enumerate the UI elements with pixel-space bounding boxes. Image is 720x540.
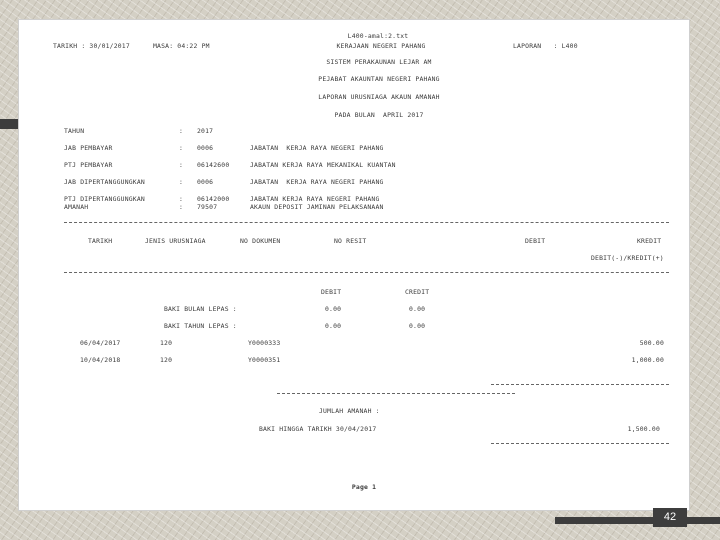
balance-label-tahun: BAKI TAHUN LEPAS : — [164, 322, 237, 330]
balance-credit-bulan: 0.00 — [409, 305, 426, 313]
info-code-amanah: 79507 — [197, 203, 218, 211]
balance-credit-header: CREDIT — [405, 288, 430, 296]
divider — [64, 222, 669, 223]
balance-debit-bulan: 0.00 — [325, 305, 342, 313]
info-colon: : — [179, 127, 184, 135]
info-colon: : — [179, 161, 184, 169]
col-dokumen: NO DOKUMEN — [240, 237, 281, 245]
col-tarikh: TARIKH — [88, 237, 113, 245]
info-code-jab-dipertanggungkan: 0006 — [197, 178, 214, 186]
info-label-jab-dipertanggungkan: JAB DIPERTANGGUNGKAN — [64, 178, 145, 186]
divider — [491, 443, 669, 444]
info-desc-amanah: AKAUN DEPOSIT JAMINAN PELAKSANAAN — [250, 203, 384, 211]
divider — [277, 393, 515, 394]
col-debit-kredit: DEBIT(-)/KREDIT(+) — [591, 254, 664, 262]
info-colon: : — [179, 203, 184, 211]
report-page — [19, 20, 689, 510]
info-desc-ptj-pembayar: JABATAN KERJA RAYA MEKANIKAL KUANTAN — [250, 161, 396, 169]
title-period: PADA BULAN APRIL 2017 — [334, 111, 424, 119]
balance-to-date-label: BAKI HINGGA TARIKH 30/04/2017 — [259, 425, 377, 433]
title-system: SISTEM PERAKAUNAN LEJAR AM — [326, 58, 432, 66]
txn-jenis: 120 — [160, 356, 173, 364]
info-colon: : — [179, 178, 184, 186]
txn-jenis: 120 — [160, 339, 173, 347]
col-jenis: JENIS URUSNIAGA — [145, 237, 206, 245]
info-colon: : — [179, 144, 184, 152]
header-report-code: LAPORAN : L400 — [513, 42, 578, 50]
txn-amount: 1,000.00 — [631, 356, 664, 364]
info-colon: : — [179, 195, 184, 203]
col-resit: NO RESIT — [334, 237, 367, 245]
balance-debit-header: DEBIT — [321, 288, 342, 296]
header-date: TARIKH : 30/01/2017 — [53, 42, 130, 50]
col-debit: DEBIT — [525, 237, 546, 245]
info-code-jab-pembayar: 0006 — [197, 144, 214, 152]
txn-amount: 500.00 — [639, 339, 664, 347]
header-time: MASA: 04:22 PM — [153, 42, 210, 50]
info-label-tahun: TAHUN — [64, 127, 85, 135]
slide-number: 42 — [653, 508, 687, 527]
txn-date: 10/04/2018 — [80, 356, 121, 364]
info-label-ptj-pembayar: PTJ PEMBAYAR — [64, 161, 113, 169]
header-filename: L400-amal:2.txt — [347, 32, 409, 40]
txn-doc: Y0000333 — [248, 339, 281, 347]
info-label-jab-pembayar: JAB PEMBAYAR — [64, 144, 113, 152]
balance-credit-tahun: 0.00 — [409, 322, 426, 330]
col-kredit: KREDIT — [637, 237, 662, 245]
txn-date: 06/04/2017 — [80, 339, 121, 347]
txn-doc: Y0000351 — [248, 356, 281, 364]
info-desc-jab-dipertanggungkan: JABATAN KERJA RAYA NEGERI PAHANG — [250, 178, 384, 186]
info-label-ptj-dipertanggungkan: PTJ DIPERTANGGUNGKAN — [64, 195, 145, 203]
divider — [491, 384, 669, 385]
page-footer: Page 1 — [351, 483, 377, 491]
balance-debit-tahun: 0.00 — [325, 322, 342, 330]
title-report: LAPORAN URUSNIAGA AKAUN AMANAH — [318, 93, 440, 101]
left-accent-bar — [0, 119, 18, 129]
balance-label-bulan: BAKI BULAN LEPAS : — [164, 305, 237, 313]
header-department: KERAJAAN NEGERI PAHANG — [336, 42, 426, 50]
info-code-ptj-dipertanggungkan: 06142000 — [197, 195, 230, 203]
total-label: JUMLAH AMANAH : — [319, 407, 380, 415]
info-code-ptj-pembayar: 06142600 — [197, 161, 230, 169]
balance-to-date-value: 1,500.00 — [627, 425, 660, 433]
title-office: PEJABAT AKAUNTAN NEGERI PAHANG — [318, 75, 440, 83]
info-desc-jab-pembayar: JABATAN KERJA RAYA NEGERI PAHANG — [250, 144, 384, 152]
bottom-accent-bar — [555, 517, 720, 524]
info-label-amanah: AMANAH — [64, 203, 89, 211]
info-code-tahun: 2017 — [197, 127, 214, 135]
info-desc-ptj-dipertanggungkan: JABATAN KERJA RAYA NEGERI PAHANG — [250, 195, 380, 203]
divider — [64, 272, 669, 273]
